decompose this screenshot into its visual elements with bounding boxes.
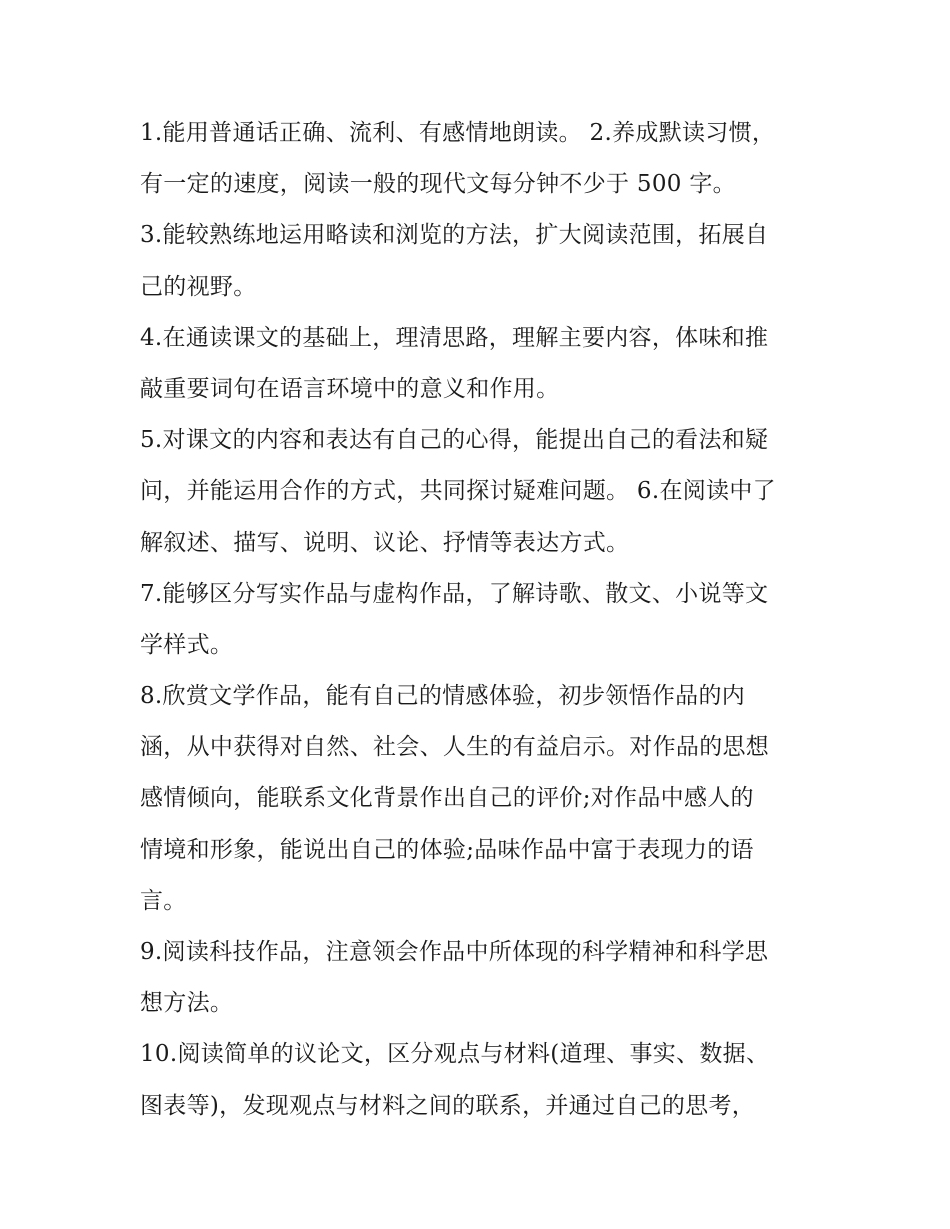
text-line: 己的视野。 [140,273,257,300]
text-line: 4.在通读课文的基础上，理清思路，理解主要内容，体味和推 [140,324,769,351]
text-line: 情境和形象，能说出自己的体验;品味作品中富于表现力的语 [140,836,754,863]
text-line: 7.能够区分写实作品与虚构作品，了解诗歌、散文、小说等文 [140,580,769,607]
text-line: 想方法。 [140,990,234,1017]
text-line: 图表等)，发现观点与材料之间的联系，并通过自己的思考， [140,1092,756,1119]
text-line: 学样式。 [140,631,234,658]
text-line: 问，并能运用合作的方式，共同探讨疑难问题。 6.在阅读中了 [140,478,776,505]
text-line: 3.能较熟练地运用略读和浏览的方法，扩大阅读范围，拓展自 [140,222,769,249]
text-line: 10.阅读简单的议论文，区分观点与材料(道理、事实、数据、 [140,1041,770,1068]
text-line: 9.阅读科技作品，注意领会作品中所体现的科学精神和科学思 [140,939,769,965]
document-body [140,108,820,1132]
text-line: 5.对课文的内容和表达有自己的心得，能提出自己的看法和疑 [140,427,769,454]
text-line: 言。 [140,887,187,914]
text-line: 解叙述、描写、说明、议论、抒情等表达方式。 [140,529,630,556]
text-line: 涵，从中获得对自然、社会、人生的有益启示。对作品的思想 [140,734,770,761]
text-line: 敲重要词句在语言环境中的意义和作用。 [140,375,560,402]
text-line: 有一定的速度，阅读一般的现代文每分钟不少于 500 字。 [140,171,736,198]
text-line: 8.欣赏文学作品，能有自己的情感体验，初步领悟作品的内 [140,683,746,710]
text-line: 1.能用普通话正确、流利、有感情地朗读。 2.养成默读习惯， [140,120,776,146]
text-line: 感情倾向，能联系文化背景作出自己的评价;对作品中感人的 [140,785,754,812]
